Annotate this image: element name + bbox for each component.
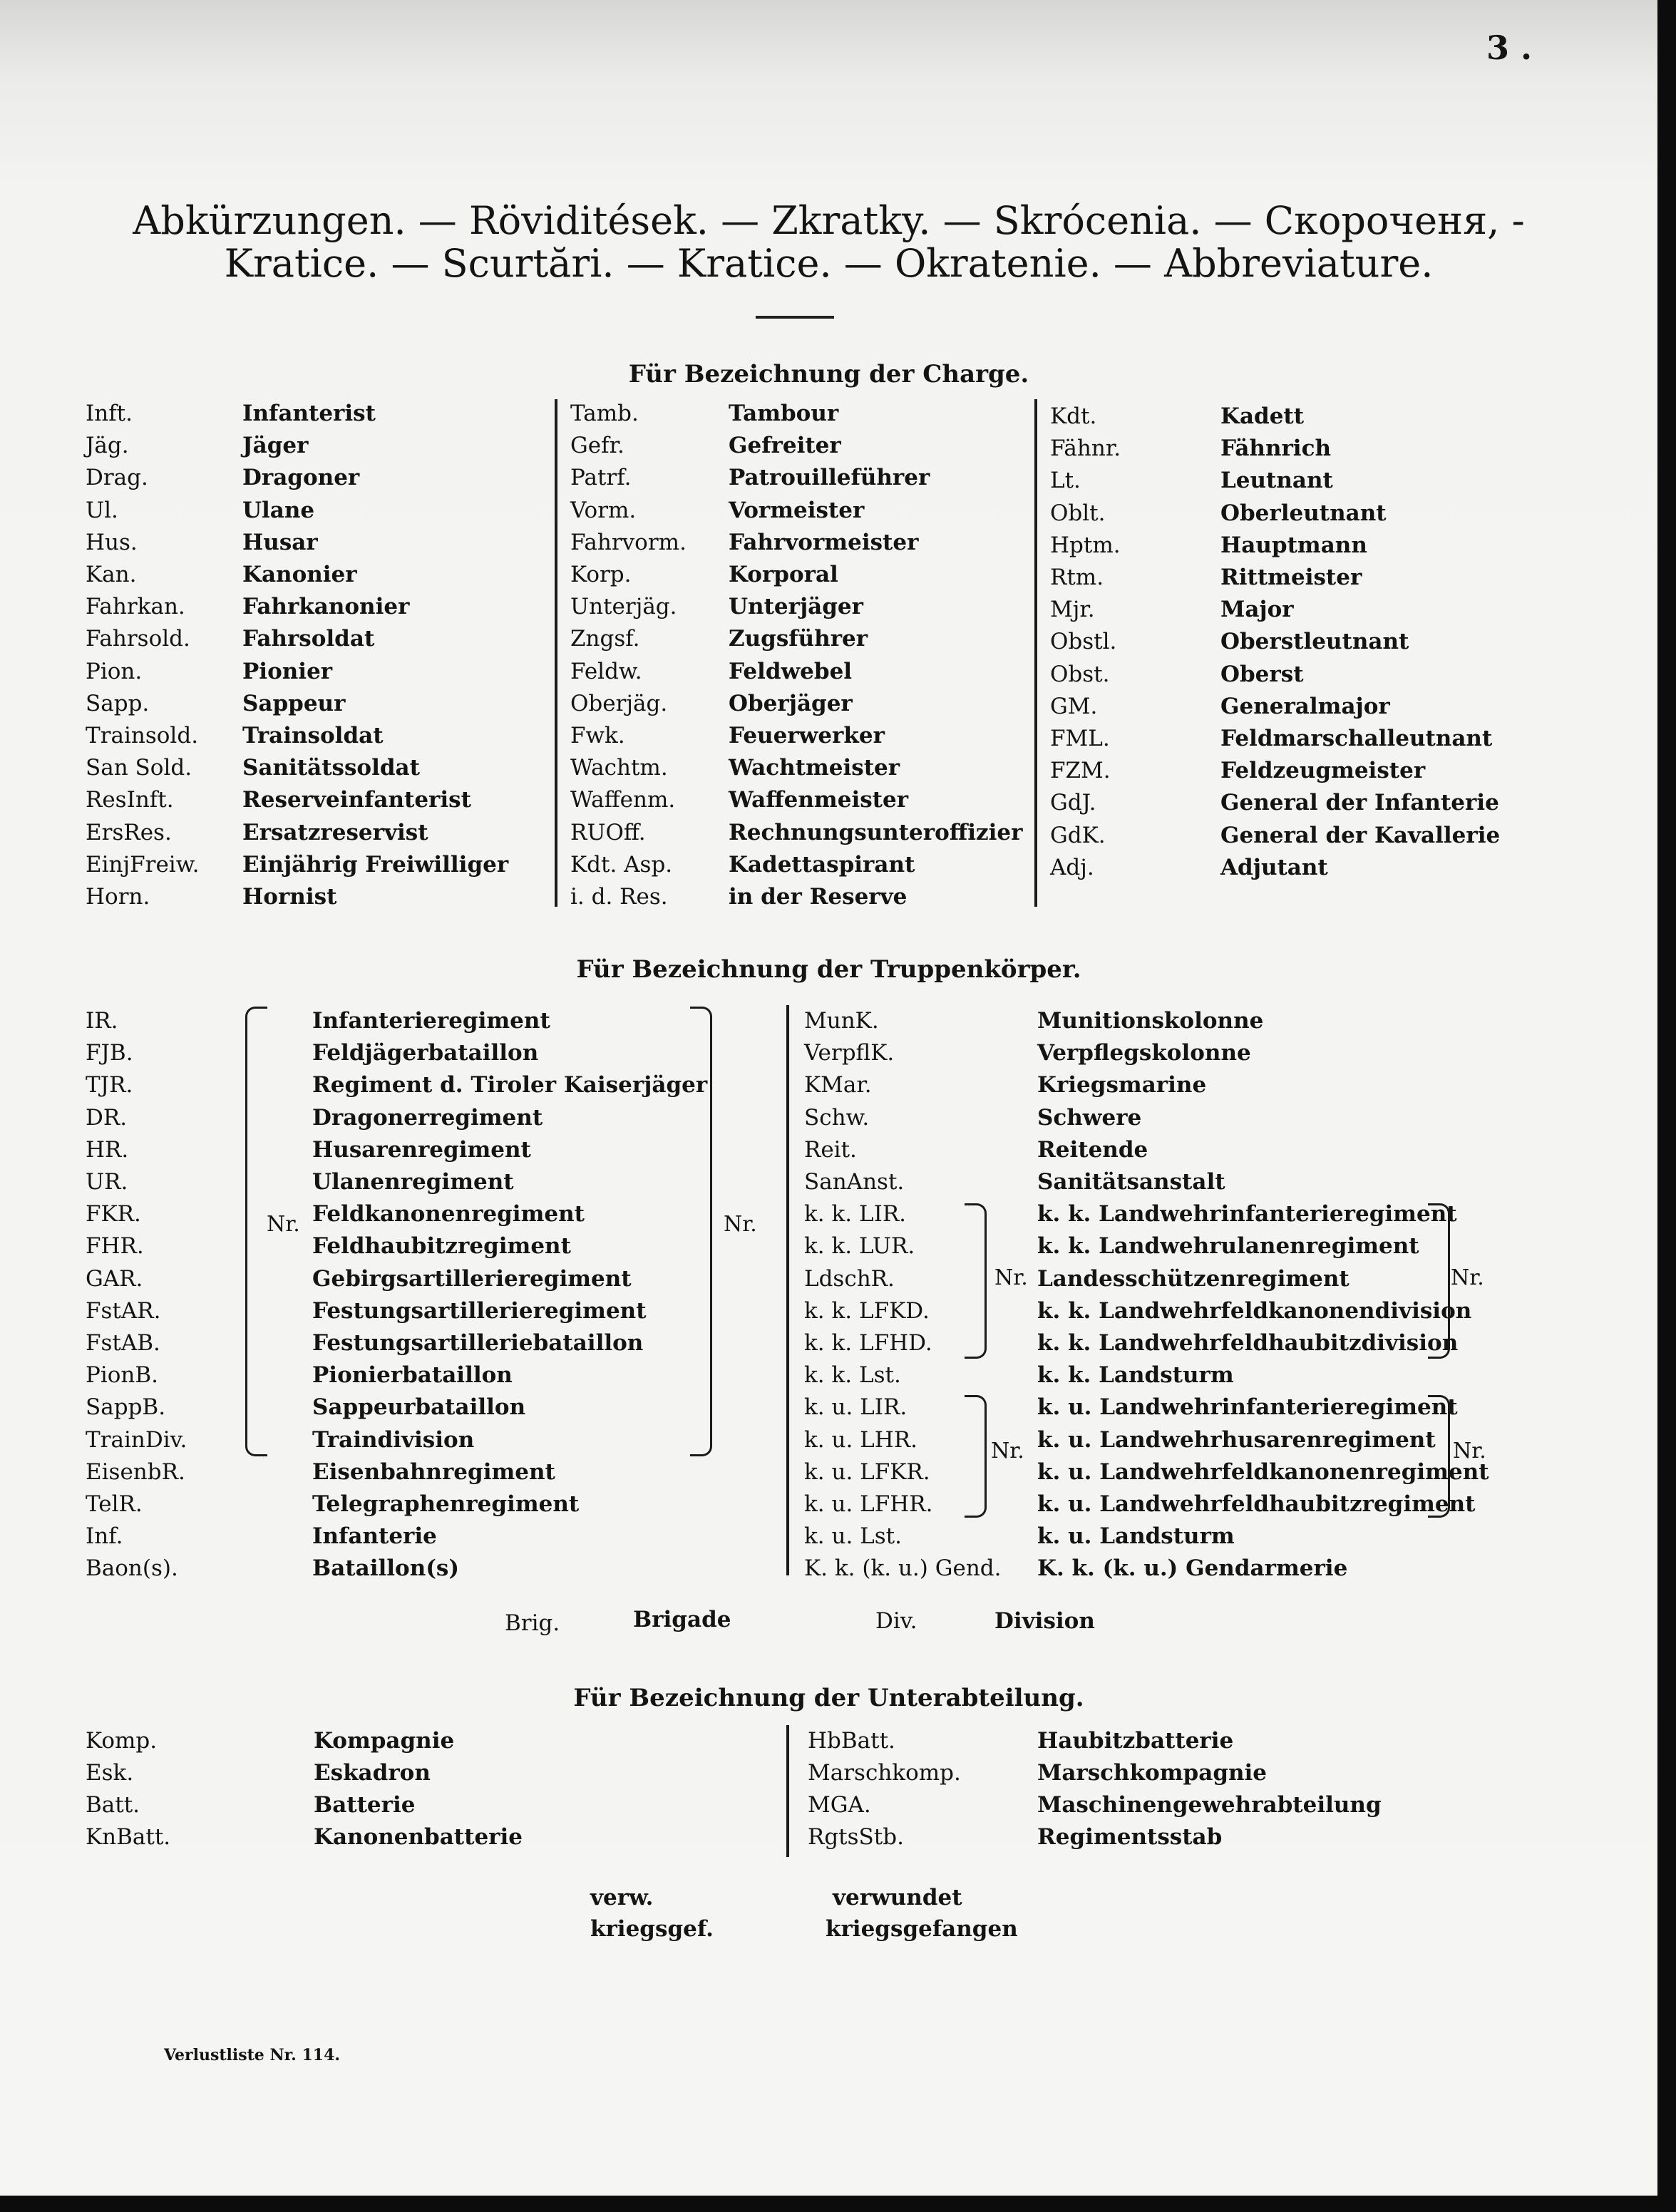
charge-col1-meaning: Fahrsoldat	[242, 626, 375, 652]
troops-col2-abbrev: Schw.	[804, 1104, 870, 1131]
sub-col2-abbrev: HbBatt.	[808, 1728, 895, 1754]
charge-col3-meaning: Major	[1220, 597, 1294, 623]
troops-col2-meaning: k. u. Landwehrfeldkanonenregiment	[1037, 1459, 1489, 1485]
charge-col2-meaning: Wachtmeister	[729, 755, 900, 781]
charge-col2-meaning: Feldwebel	[729, 658, 853, 684]
charge-col3-abbrev: GM.	[1050, 693, 1098, 719]
sub-col1-meaning: Eskadron	[314, 1760, 431, 1786]
troops-col1-abbrev: UR.	[86, 1169, 128, 1195]
charge-col3-abbrev: Adj.	[1050, 854, 1094, 880]
brace-ku-group	[965, 1395, 987, 1518]
troops-col2-abbrev: LdschR.	[804, 1265, 895, 1292]
charge-col2-meaning: Unterjäger	[729, 594, 863, 620]
charge-col3-abbrev: GdJ.	[1050, 790, 1096, 816]
troops-col2-abbrev: k. u. LFHR.	[804, 1491, 933, 1517]
charge-col1-meaning: Jäger	[242, 433, 309, 459]
brace-lir-group	[965, 1203, 987, 1359]
charge-col1-meaning: Pionier	[242, 658, 333, 684]
troops-col2-meaning: Sanitätsanstalt	[1037, 1169, 1225, 1195]
charge-col2-meaning: Korporal	[729, 562, 838, 587]
brig-abbrev: Brig.	[505, 1610, 560, 1636]
troops-col1-abbrev: Inf.	[86, 1523, 123, 1550]
charge-col1-abbrev: San Sold.	[86, 755, 192, 781]
troops-col2-abbrev: k. k. Lst.	[804, 1362, 901, 1389]
troops-col2-meaning: k. u. Landsturm	[1037, 1523, 1235, 1550]
troops-col2-meaning: k. k. Landwehrulanenregiment	[1037, 1233, 1419, 1260]
sub-col1-meaning: Kanonenbatterie	[314, 1824, 523, 1850]
charge-col2-abbrev: Patrf.	[570, 465, 632, 491]
nr-label-kk: Nr.	[994, 1265, 1028, 1290]
charge-col3-abbrev: Rtm.	[1050, 565, 1104, 590]
troops-col2-abbrev: KMar.	[804, 1072, 872, 1099]
sub-col1-abbrev: Batt.	[86, 1792, 140, 1818]
charge-col1-meaning: Infanterist	[242, 401, 376, 426]
charge-col2-meaning: Feuerwerker	[729, 723, 885, 749]
troops-col2-abbrev: k. u. LFKR.	[804, 1459, 930, 1485]
troops-col2-abbrev: SanAnst.	[804, 1169, 905, 1195]
troops-col1-meaning: Regiment d. Tiroler Kaiserjäger	[312, 1072, 708, 1099]
charge-col2-meaning: in der Reserve	[729, 884, 908, 910]
troops-col2-meaning: Kriegsmarine	[1037, 1072, 1207, 1099]
troops-col1-meaning: Traindivision	[312, 1426, 475, 1453]
charge-col3-meaning: Feldmarschalleutnant	[1220, 726, 1493, 751]
troops-col2-meaning: k. u. Landwehrinfanterieregiment	[1037, 1394, 1458, 1421]
charge-col1-abbrev: ResInft.	[86, 787, 174, 813]
troops-col1-meaning: Gebirgsartillerieregiment	[312, 1265, 632, 1292]
sub-divider	[786, 1725, 789, 1857]
sub-col2-abbrev: Marschkomp.	[808, 1760, 961, 1786]
div-abbrev: Div.	[875, 1608, 917, 1634]
nr-label-kk-right: Nr.	[1451, 1265, 1484, 1290]
charge-col1-meaning: Sappeur	[242, 690, 346, 716]
troops-col1-abbrev: FJB.	[86, 1040, 133, 1066]
troops-col2-meaning: Munitionskolonne	[1037, 1008, 1264, 1034]
charge-col1-abbrev: Jäg.	[86, 433, 129, 459]
div-full: Division	[994, 1608, 1095, 1634]
charge-col2-meaning: Vormeister	[729, 497, 865, 523]
troops-col1-abbrev: HR.	[86, 1136, 129, 1163]
troops-col1-abbrev: FstAR.	[86, 1297, 161, 1324]
troops-col2-meaning: Reitende	[1037, 1136, 1148, 1163]
charge-col2-meaning: Zugsführer	[729, 626, 868, 652]
charge-col3-abbrev: Oblt.	[1050, 500, 1106, 526]
troops-col2-meaning: k. k. Landsturm	[1037, 1362, 1234, 1389]
charge-col1-meaning: Trainsoldat	[242, 723, 384, 749]
charge-col1-abbrev: Pion.	[86, 658, 143, 684]
charge-col3-abbrev: FZM.	[1050, 758, 1111, 784]
charge-col3-meaning: Kadett	[1220, 403, 1305, 429]
troops-col1-meaning: Feldkanonenregiment	[312, 1201, 585, 1228]
charge-col2-abbrev: Wachtm.	[570, 755, 668, 781]
charge-col2-abbrev: Feldw.	[570, 658, 642, 684]
charge-col2-abbrev: Fwk.	[570, 723, 625, 749]
troops-col1-abbrev: EisenbR.	[86, 1459, 185, 1485]
charge-col3-meaning: Adjutant	[1220, 854, 1328, 880]
scan-edge-right	[1657, 0, 1676, 2212]
charge-col3-meaning: Oberst	[1220, 661, 1304, 687]
troops-col2-meaning: k. u. Landwehrhusarenregiment	[1037, 1426, 1436, 1453]
troops-col1-meaning: Telegraphenregiment	[312, 1491, 580, 1517]
troops-col1-abbrev: DR.	[86, 1104, 128, 1131]
charge-col3-abbrev: Lt.	[1050, 468, 1081, 494]
sub-col2-meaning: Maschinengewehrabteilung	[1037, 1792, 1382, 1818]
charge-col2-abbrev: Zngsf.	[570, 626, 640, 652]
charge-heading: Für Bezeichnung der Charge.	[628, 360, 1029, 389]
troops-col1-abbrev: FKR.	[86, 1201, 141, 1228]
troops-col1-meaning: Husarenregiment	[312, 1136, 531, 1163]
charge-col3-abbrev: Obstl.	[1050, 629, 1117, 655]
troops-col2-meaning: k. k. Landwehrinfanterieregiment	[1037, 1201, 1457, 1228]
charge-col2-meaning: Fahrvormeister	[729, 529, 919, 555]
charge-col2-meaning: Waffenmeister	[729, 787, 909, 813]
charge-col1-meaning: Reserveinfanterist	[242, 787, 471, 813]
charge-col3-abbrev: GdK.	[1050, 822, 1106, 848]
charge-col3-abbrev: Fähnr.	[1050, 436, 1121, 462]
troops-col2-meaning: Verpflegskolonne	[1037, 1040, 1251, 1066]
troops-col2-abbrev: k. u. LIR.	[804, 1394, 908, 1421]
charge-col1-abbrev: Drag.	[86, 465, 148, 491]
charge-col3-meaning: General der Infanterie	[1220, 790, 1499, 816]
misc-full-1: kriegsgefangen	[826, 1916, 1018, 1942]
charge-col2-abbrev: Korp.	[570, 562, 632, 587]
charge-col2-abbrev: i. d. Res.	[570, 884, 668, 910]
troops-col2-abbrev: MunK.	[804, 1008, 879, 1034]
charge-col2-abbrev: Gefr.	[570, 433, 624, 459]
troops-col2-abbrev: VerpflK.	[804, 1040, 895, 1066]
title-line-1: Abkürzungen. — Röviditések. — Zkratky. — Skrócenia. — Скороченя, -	[133, 198, 1525, 243]
charge-col3-meaning: Fähnrich	[1220, 436, 1331, 462]
troops-col2-abbrev: K. k. (k. u.) Gend.	[804, 1555, 1002, 1582]
sub-col2-abbrev: RgtsStb.	[808, 1824, 904, 1850]
troops-col2-abbrev: k. u. Lst.	[804, 1523, 902, 1550]
charge-col1-meaning: Fahrkanonier	[242, 594, 410, 620]
page-number: 3 .	[1486, 29, 1533, 67]
troops-col1-abbrev: Baon(s).	[86, 1555, 178, 1582]
troops-col2-abbrev: k. k. LFHD.	[804, 1330, 932, 1356]
troops-col2-meaning: K. k. (k. u.) Gendarmerie	[1037, 1555, 1348, 1582]
charge-col1-abbrev: Trainsold.	[86, 723, 199, 749]
troops-col1-meaning: Feldjägerbataillon	[312, 1040, 539, 1066]
sub-col1-meaning: Batterie	[314, 1792, 416, 1818]
troops-divider	[786, 1005, 789, 1575]
troops-col1-meaning: Infanterie	[312, 1523, 437, 1550]
charge-col3-meaning: General der Kavallerie	[1220, 822, 1501, 848]
charge-col1-abbrev: ErsRes.	[86, 819, 172, 845]
troops-col2-abbrev: k. u. LHR.	[804, 1426, 917, 1453]
nr-label-ku-right: Nr.	[1453, 1439, 1486, 1463]
charge-col2-abbrev: Oberjäg.	[570, 690, 668, 716]
charge-col3-meaning: Oberleutnant	[1220, 500, 1387, 526]
troops-col1-abbrev: GAR.	[86, 1265, 143, 1292]
nr-label-col1: Nr.	[267, 1212, 300, 1237]
charge-col1-abbrev: Hus.	[86, 529, 138, 555]
troops-col1-meaning: Bataillon(s)	[312, 1555, 460, 1582]
charge-col2-abbrev: Kdt. Asp.	[570, 851, 673, 878]
brace-ku-group-right	[1428, 1395, 1450, 1518]
troops-col1-meaning: Sappeurbataillon	[312, 1394, 526, 1421]
brace-lir-group-right	[1428, 1203, 1450, 1359]
troops-col2-meaning: k. k. Landwehrfeldkanonendivision	[1037, 1297, 1472, 1324]
charge-col3-abbrev: Hptm.	[1050, 532, 1121, 558]
troops-col2-meaning: Schwere	[1037, 1104, 1142, 1131]
sub-col1-abbrev: KnBatt.	[86, 1824, 171, 1850]
charge-col2-meaning: Rechnungsunteroffizier	[729, 819, 1023, 845]
sub-col2-abbrev: MGA.	[808, 1792, 871, 1818]
charge-col1-meaning: Hornist	[242, 884, 337, 910]
charge-col1-meaning: Dragoner	[242, 465, 360, 491]
troops-col1-meaning: Festungsartilleriebataillon	[312, 1330, 644, 1356]
charge-col1-abbrev: Horn.	[86, 884, 150, 910]
troops-col2-abbrev: k. k. LIR.	[804, 1201, 907, 1228]
brig-full: Brigade	[633, 1607, 731, 1632]
troops-col2-meaning: Landesschützenregiment	[1037, 1265, 1349, 1292]
sub-col2-meaning: Haubitzbatterie	[1037, 1728, 1234, 1754]
footer-note: Verlustliste Nr. 114.	[164, 2046, 341, 2064]
troops-col1-meaning: Ulanenregiment	[312, 1169, 514, 1195]
charge-col2-abbrev: RUOff.	[570, 819, 646, 845]
charge-col1-abbrev: Fahrkan.	[86, 594, 185, 620]
charge-col2-meaning: Oberjäger	[729, 690, 853, 716]
charge-col1-meaning: Ersatzreservist	[242, 819, 428, 845]
charge-col1-meaning: Husar	[242, 529, 318, 555]
troops-col2-abbrev: k. k. LFKD.	[804, 1297, 930, 1324]
charge-col1-abbrev: EinjFreiw.	[86, 851, 200, 878]
charge-col1-abbrev: Kan.	[86, 562, 137, 587]
charge-col2-meaning: Kadettaspirant	[729, 851, 915, 878]
troops-col1-abbrev: TrainDiv.	[86, 1426, 187, 1453]
troops-col1-meaning: Feldhaubitzregiment	[312, 1233, 571, 1260]
nr-label-ku: Nr.	[991, 1439, 1024, 1463]
charge-col3-abbrev: Obst.	[1050, 661, 1110, 687]
troops-col1-abbrev: IR.	[86, 1008, 118, 1034]
charge-col1-meaning: Einjährig Freiwilliger	[242, 851, 509, 878]
sub-col1-meaning: Kompagnie	[314, 1728, 455, 1754]
charge-divider-1	[555, 399, 557, 907]
title-divider	[756, 316, 834, 319]
troops-col1-meaning: Festungsartillerieregiment	[312, 1297, 647, 1324]
sub-heading: Für Bezeichnung der Unterabteilung.	[573, 1684, 1084, 1712]
sub-col2-meaning: Regimentsstab	[1037, 1824, 1223, 1850]
charge-col2-abbrev: Unterjäg.	[570, 594, 677, 620]
troops-col2-meaning: k. u. Landwehrfeldhaubitzregiment	[1037, 1491, 1476, 1517]
misc-abbrev-0: verw.	[590, 1885, 654, 1910]
troops-col1-abbrev: PionB.	[86, 1362, 159, 1389]
scan-edge-bottom	[0, 2196, 1676, 2212]
charge-col3-abbrev: Mjr.	[1050, 597, 1095, 623]
sub-col1-abbrev: Esk.	[86, 1760, 134, 1786]
charge-col3-meaning: Feldzeugmeister	[1220, 758, 1426, 784]
troops-heading: Für Bezeichnung der Truppenkörper.	[576, 955, 1081, 984]
charge-col1-meaning: Ulane	[242, 497, 315, 523]
troops-col2-abbrev: k. k. LUR.	[804, 1233, 915, 1260]
charge-col1-abbrev: Fahrsold.	[86, 626, 190, 652]
troops-col1-abbrev: FstAB.	[86, 1330, 160, 1356]
charge-col2-abbrev: Tamb.	[570, 401, 639, 426]
charge-col2-abbrev: Fahrvorm.	[570, 529, 687, 555]
brace-col1-right	[690, 1007, 712, 1456]
troops-col1-meaning: Eisenbahnregiment	[312, 1459, 555, 1485]
troops-col1-abbrev: TJR.	[86, 1072, 133, 1099]
sub-col1-abbrev: Komp.	[86, 1728, 158, 1754]
charge-col3-meaning: Oberstleutnant	[1220, 629, 1409, 655]
charge-col3-abbrev: FML.	[1050, 726, 1110, 751]
charge-col2-meaning: Tambour	[729, 401, 839, 426]
charge-col3-meaning: Leutnant	[1220, 468, 1333, 494]
charge-col2-meaning: Gefreiter	[729, 433, 841, 459]
charge-divider-2	[1034, 399, 1037, 907]
brace-col1-left	[245, 1007, 267, 1456]
troops-col1-meaning: Dragonerregiment	[312, 1104, 543, 1131]
charge-col2-abbrev: Waffenm.	[570, 787, 676, 813]
sub-col2-meaning: Marschkompagnie	[1037, 1760, 1268, 1786]
charge-col1-abbrev: Inft.	[86, 401, 133, 426]
troops-col2-abbrev: Reit.	[804, 1136, 857, 1163]
troops-col1-abbrev: SappB.	[86, 1394, 166, 1421]
troops-col2-meaning: k. k. Landwehrfeldhaubitzdivision	[1037, 1330, 1459, 1356]
charge-col3-meaning: Hauptmann	[1220, 532, 1367, 558]
misc-abbrev-1: kriegsgef.	[590, 1916, 714, 1942]
charge-col1-meaning: Sanitätssoldat	[242, 755, 420, 781]
misc-full-0: verwundet	[833, 1885, 962, 1910]
charge-col2-meaning: Patrouilleführer	[729, 465, 930, 491]
troops-col1-meaning: Pionierbataillon	[312, 1362, 513, 1389]
title-line-2: Kratice. — Scurtări. — Kratice. — Okratenie. — Abbreviature.	[224, 241, 1434, 286]
nr-label-col1b: Nr.	[724, 1212, 757, 1237]
charge-col1-meaning: Kanonier	[242, 562, 357, 587]
charge-col3-meaning: Rittmeister	[1220, 565, 1362, 590]
troops-col1-abbrev: FHR.	[86, 1233, 144, 1260]
troops-col1-abbrev: TelR.	[86, 1491, 143, 1517]
troops-col1-meaning: Infanterieregiment	[312, 1008, 550, 1034]
charge-col1-abbrev: Ul.	[86, 497, 118, 523]
charge-col3-meaning: Generalmajor	[1220, 693, 1390, 719]
charge-col3-abbrev: Kdt.	[1050, 403, 1097, 429]
charge-col1-abbrev: Sapp.	[86, 690, 150, 716]
charge-col2-abbrev: Vorm.	[570, 497, 637, 523]
